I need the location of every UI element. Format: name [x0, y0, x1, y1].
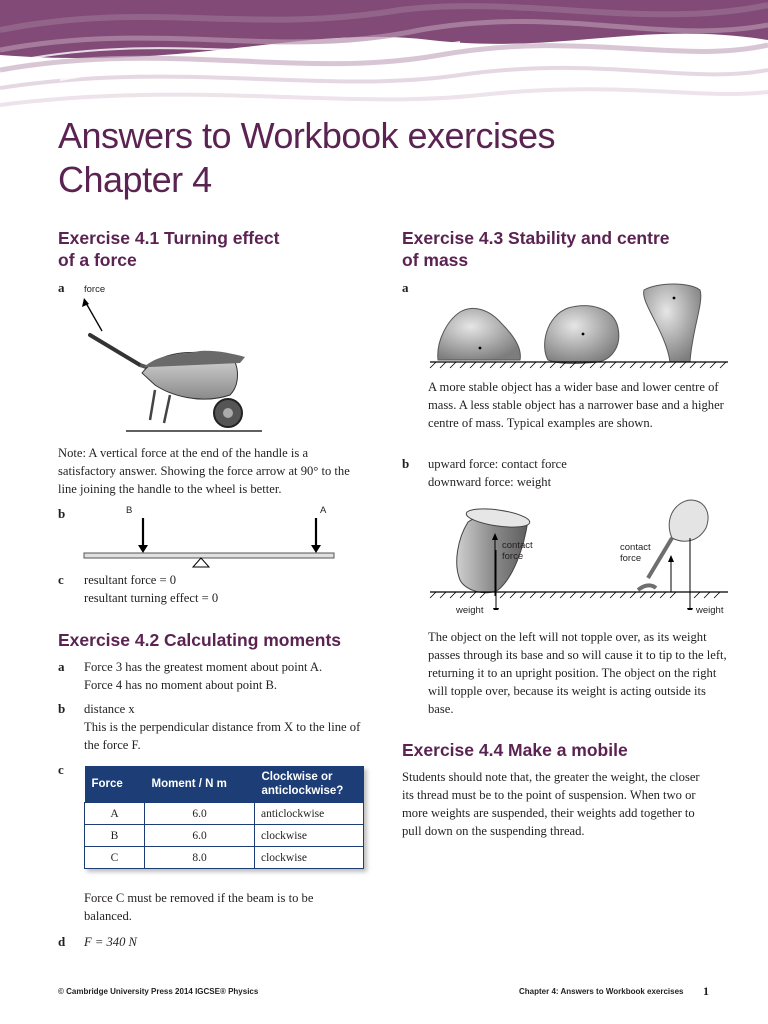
table-cell: A — [85, 803, 145, 825]
header-wave-decoration — [0, 0, 768, 120]
ex42-a-label: a — [58, 659, 65, 674]
footer-copyright: © Cambridge University Press 2014 IGCSE® Physics — [58, 987, 259, 996]
ex43-b-line2: downward force: weight — [428, 475, 552, 489]
exercise-4-1-heading: Exercise 4.1 Turning effect of a force — [58, 228, 280, 270]
ex42-b-line2: This is the perpendicular distance from X to the line of the force F. — [84, 720, 361, 752]
ex43-b-text: The object on the left will not topple over, as its weight passes through its base and so will cause it to tip to the left, returning it to an upright position. The object on the right will topple over, because its weight is acting outside its base. — [428, 630, 727, 716]
wheelbarrow-diagram — [80, 295, 270, 435]
ex44-text: Students should note that, the greater the weight, the closer its thread must be to the point of suspension. When two or more weights are suspended, their weights add together to pull down on the suspending thread. — [402, 770, 700, 838]
table-cell: B — [85, 825, 145, 847]
ex41-b-label: b — [58, 506, 66, 521]
weight-right-label: weight — [696, 605, 724, 616]
ex41-a-label: a — [58, 280, 65, 295]
ex42-c-label: c — [58, 762, 64, 777]
table-header-moment: Moment / N m — [145, 766, 255, 803]
page-title: Answers to Workbook exercises Chapter 4 — [58, 115, 556, 200]
table-cell: clockwise — [255, 825, 364, 847]
table-row — [85, 847, 364, 869]
exercise-4-2-heading: Exercise 4.2 Calculating moments — [58, 630, 342, 650]
ex42-a-line1: Force 3 has the greatest moment about point A. — [84, 660, 323, 674]
ex43-a-text: A more stable object has a wider base and lower centre of mass. A less stable object has a narrower base and a higher centre of mass. Typical examples are shown. — [428, 380, 724, 430]
table-header-force: Force — [85, 766, 145, 803]
ex43-b-label: b — [402, 456, 410, 471]
ex43-b-line1: upward force: contact force — [428, 457, 567, 471]
exercise-4-3-heading: Exercise 4.3 Stability and centre of mass — [402, 228, 670, 270]
ex42-d-text: F = 340 N — [84, 935, 137, 949]
force-label: force — [84, 284, 106, 295]
beam-diagram — [80, 515, 340, 570]
page-number: 1 — [703, 984, 709, 998]
table-cell: anticlockwise — [255, 803, 364, 825]
moments-table — [84, 766, 364, 869]
stability-shapes-diagram — [428, 280, 738, 370]
ex42-a-line2: Force 4 has no moment about point B. — [84, 678, 278, 692]
ex43-a-label: a — [402, 280, 409, 295]
ex42-b-line1: distance x — [84, 702, 135, 716]
table-header-direction: Clockwise or anticlockwise? — [255, 766, 364, 803]
contact-force-left-label: contact force — [502, 540, 533, 562]
ex42-d-label: d — [58, 934, 66, 949]
ex41-c-line2: resultant turning effect = 0 — [84, 591, 219, 605]
ex41-note: Note: A vertical force at the end of the handle is a satisfactory answer. Showing the force arrow at 90° to the line joining the handle to the wheel is better. — [58, 446, 350, 496]
table-row — [85, 825, 364, 847]
table-cell: 6.0 — [145, 825, 255, 847]
point-b-label: B — [126, 505, 133, 516]
ex41-c-line1: resultant force = 0 — [84, 573, 177, 587]
table-cell: 8.0 — [145, 847, 255, 869]
ex42-b-label: b — [58, 701, 66, 716]
table-row — [85, 803, 364, 825]
weight-left-label: weight — [456, 605, 484, 616]
toppling-objects-diagram — [428, 498, 738, 610]
contact-force-right-label: contact force — [620, 542, 651, 564]
ex42-c-note: Force C must be removed if the beam is to be balanced. — [84, 891, 314, 923]
table-cell: 6.0 — [145, 803, 255, 825]
ex41-c-label: c — [58, 572, 64, 587]
table-cell: C — [85, 847, 145, 869]
table-cell: clockwise — [255, 847, 364, 869]
point-a-label: A — [320, 505, 327, 516]
exercise-4-4-heading: Exercise 4.4 Make a mobile — [402, 740, 628, 760]
footer-chapter: Chapter 4: Answers to Workbook exercises — [519, 987, 684, 996]
